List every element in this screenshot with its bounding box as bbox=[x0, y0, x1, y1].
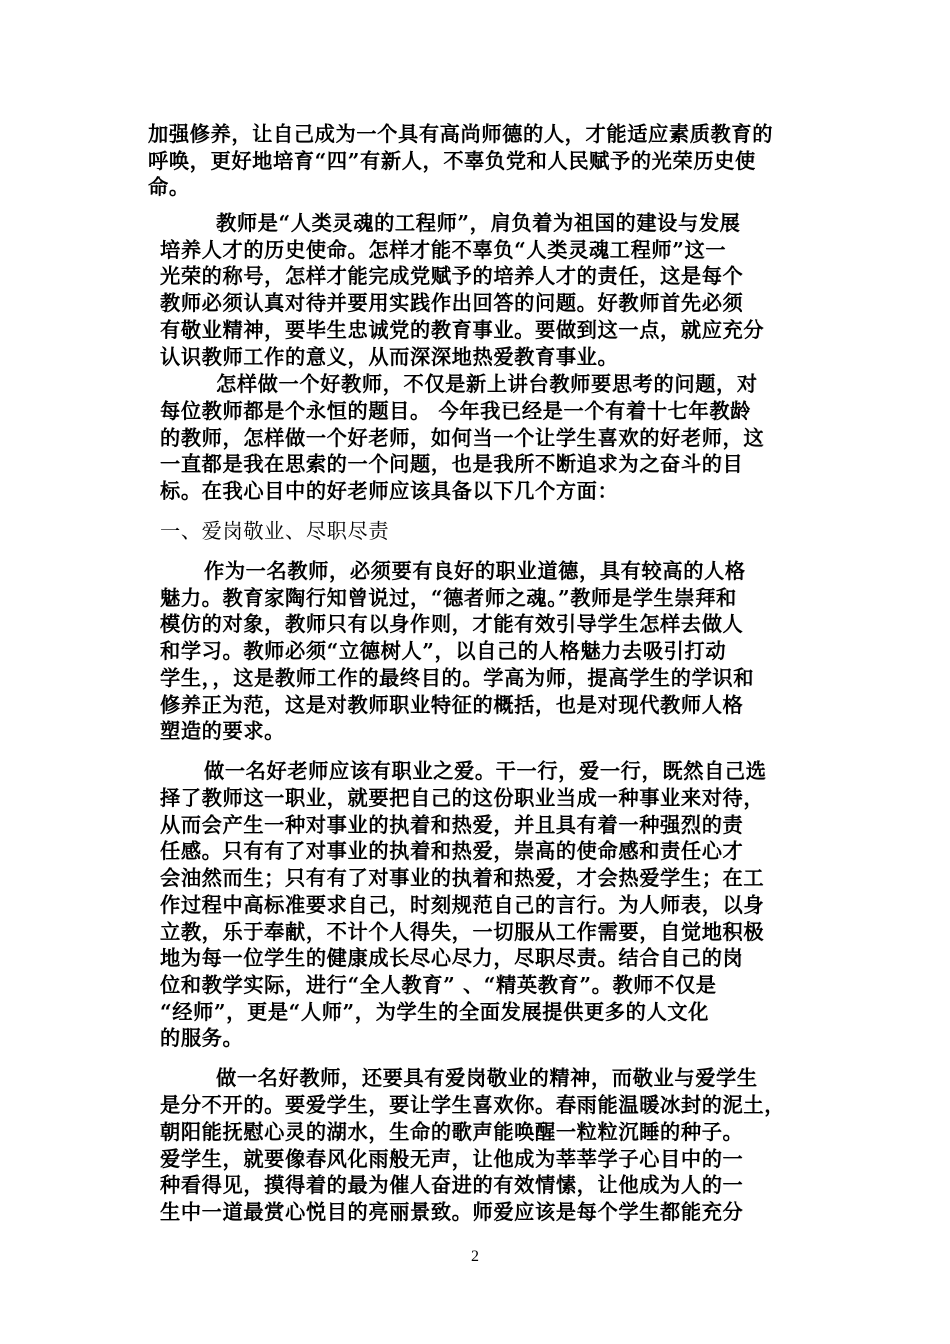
text-line: 任感。只有有了对事业的执着和热爱，崇高的使命感和责任心才 bbox=[160, 839, 744, 864]
text-line: 地为每一位学生的健康成长尽心尽力，尽职尽责。结合自己的岗 bbox=[160, 946, 744, 971]
section-heading: 一、爱岗敬业、尽职尽责 bbox=[160, 519, 390, 544]
text-line: 的服务。 bbox=[160, 1026, 244, 1051]
text-line: 每位教师都是个永恒的题目。 今年我已经是一个有着十七年教龄 bbox=[160, 398, 752, 423]
text-line: 一直都是我在思索的一个问题，也是我所不断追求为之奋斗的目 bbox=[160, 452, 744, 477]
text-line: 标。在我心目中的好老师应该具备以下几个方面： bbox=[160, 478, 619, 503]
text-line: 做一名好教师，还要具有爱岗敬业的精神，而敬业与爱学生 bbox=[216, 1066, 758, 1091]
text-line: 怎样做一个好教师，不仅是新上讲台教师要思考的问题，对 bbox=[216, 372, 758, 397]
text-line: 加强修养，让自己成为一个具有高尚师德的人，才能适应素质教育的 bbox=[148, 122, 774, 146]
text-line: 种看得见，摸得着的最为催人奋进的有效情愫，让他成为人的一 bbox=[160, 1173, 744, 1198]
text-line: 魅力。教育家陶行知曾说过，“德者师之魂。”教师是学生崇拜和 bbox=[160, 585, 737, 610]
text-line: 命。 bbox=[148, 175, 190, 200]
text-line: 呼唤，更好地培育“四”有新人，不辜负党和人民赋予的光荣历史使 bbox=[148, 148, 756, 173]
text-line: 和学习。教师必须“立德树人”，以自己的人格魅力去吸引打动 bbox=[160, 639, 727, 664]
text-line: 会油然而生；只有有了对事业的执着和热爱，才会热爱学生；在工 bbox=[160, 866, 765, 891]
text-line: 培养人才的历史使命。怎样才能不辜负“人类灵魂工程师”这一 bbox=[160, 237, 727, 262]
text-line: 的教师，怎样做一个好老师，如何当一个让学生喜欢的好老师，这 bbox=[160, 425, 765, 450]
text-line: 教师是“人类灵魂的工程师”，肩负着为祖国的建设与发展 bbox=[216, 211, 741, 236]
text-line: 教师必须认真对待并要用实践作出回答的问题。好教师首先必须 bbox=[160, 291, 744, 316]
text-line: 做一名好老师应该有职业之爱。干一行，爱一行，既然自己选 bbox=[204, 759, 767, 784]
text-line: 修养正为范，这是对教师职业特征的概括，也是对现代教师人格 bbox=[160, 692, 744, 717]
text-line: 爱学生，就要像春风化雨般无声，让他成为莘莘学子心目中的一 bbox=[160, 1146, 744, 1171]
text-line: 光荣的称号，怎样才能完成党赋予的培养人才的责任，这是每个 bbox=[160, 264, 744, 289]
text-line: 是分不开的。要爱学生，要让学生喜欢你。春雨能温暖冰封的泥土， bbox=[160, 1093, 786, 1118]
text-line: 立教，乐于奉献，不计个人得失，一切服从工作需要，自觉地积极 bbox=[160, 919, 765, 944]
text-line: “经师”，更是“人师”，为学生的全面发展提供更多的人文化 bbox=[160, 999, 709, 1024]
text-line: 生中一道最赏心悦目的亮丽景致。师爱应该是每个学生都能充分 bbox=[160, 1200, 744, 1224]
text-line: 作为一名教师，必须要有良好的职业道德，具有较高的人格 bbox=[204, 559, 746, 584]
text-line: 认识教师工作的意义，从而深深地热爱教育事业。 bbox=[160, 344, 619, 369]
text-line: 从而会产生一种对事业的执着和热爱，并且具有着一种强烈的责 bbox=[160, 812, 744, 837]
text-line: 塑造的要求。 bbox=[160, 719, 286, 744]
text-line: 位和教学实际，进行“全人教育” 、“精英教育”。教师不仅是 bbox=[160, 973, 717, 997]
text-line: 择了教师这一职业，就要把自己的这份职业当成一种事业来对待， bbox=[160, 786, 765, 811]
text-line: 有敬业精神，要毕生忠诚党的教育事业。要做到这一点，就应充分 bbox=[160, 317, 765, 342]
text-line: 朝阳能抚慰心灵的湖水，生命的歌声能唤醒一粒粒沉睡的种子。 bbox=[160, 1119, 744, 1144]
text-line: 学生，，这是教师工作的最终目的。学高为师，提高学生的学识和 bbox=[160, 665, 755, 690]
text-line: 作过程中高标准要求自己，时刻规范自己的言行。为人师表，以身 bbox=[160, 892, 765, 917]
page-number: 2 bbox=[471, 1248, 479, 1265]
text-line: 模仿的对象，教师只有以身作则，才能有效引导学生怎样去做人 bbox=[160, 612, 744, 637]
